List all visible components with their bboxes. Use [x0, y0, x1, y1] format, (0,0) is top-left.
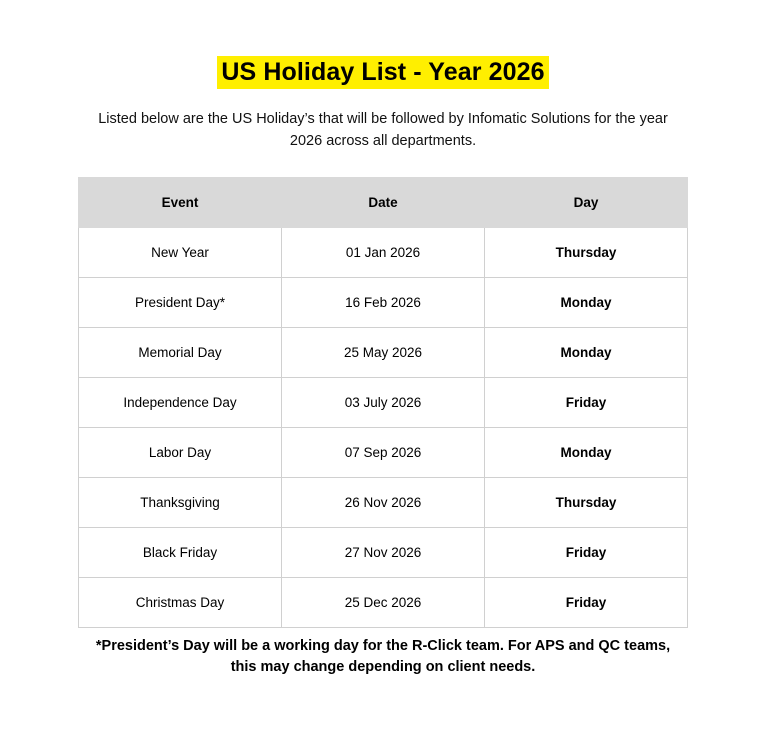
cell-date: 03 July 2026: [282, 377, 485, 427]
cell-event: President Day*: [79, 277, 282, 327]
table-header-row: [79, 177, 688, 227]
table-row: [79, 477, 688, 527]
cell-day: Thursday: [485, 227, 688, 277]
column-header-date: Date: [282, 177, 485, 227]
cell-day: Friday: [485, 577, 688, 627]
page-title-text: US Holiday List - Year 2026: [217, 56, 548, 89]
cell-day: Monday: [485, 427, 688, 477]
cell-event: Black Friday: [79, 527, 282, 577]
intro-paragraph: Listed below are the US Holiday’s that will be followed by Infomatic Solutions for the year 2026 across all departments.: [98, 111, 668, 149]
table-body: [79, 227, 688, 627]
cell-date: 25 Dec 2026: [282, 577, 485, 627]
cell-event: Labor Day: [79, 427, 282, 477]
table-header: [79, 177, 688, 227]
table-row: [79, 527, 688, 577]
table-row: [79, 577, 688, 627]
cell-day: Monday: [485, 277, 688, 327]
cell-event: Thanksgiving: [79, 477, 282, 527]
footnote-text: *President’s Day will be a working day for the R-Click team. For APS and QC teams, this may change depending on client needs.: [95, 637, 671, 675]
column-header-day: Day: [485, 177, 688, 227]
cell-event: New Year: [79, 227, 282, 277]
cell-date: 27 Nov 2026: [282, 527, 485, 577]
page-title: [60, 0, 706, 87]
holiday-table-container: [78, 177, 688, 628]
cell-day: Friday: [485, 527, 688, 577]
table-row: [79, 277, 688, 327]
cell-date: 26 Nov 2026: [282, 477, 485, 527]
cell-date: 01 Jan 2026: [282, 227, 485, 277]
cell-date: 16 Feb 2026: [282, 277, 485, 327]
cell-day: Monday: [485, 327, 688, 377]
cell-event: Independence Day: [79, 377, 282, 427]
holiday-table: [78, 177, 688, 628]
table-row: [79, 227, 688, 277]
cell-day: Thursday: [485, 477, 688, 527]
table-row: [79, 427, 688, 477]
table-row: [79, 377, 688, 427]
cell-day: Friday: [485, 377, 688, 427]
cell-event: Christmas Day: [79, 577, 282, 627]
cell-date: 25 May 2026: [282, 327, 485, 377]
table-row: [79, 327, 688, 377]
cell-date: 07 Sep 2026: [282, 427, 485, 477]
column-header-event: Event: [79, 177, 282, 227]
cell-event: Memorial Day: [79, 327, 282, 377]
